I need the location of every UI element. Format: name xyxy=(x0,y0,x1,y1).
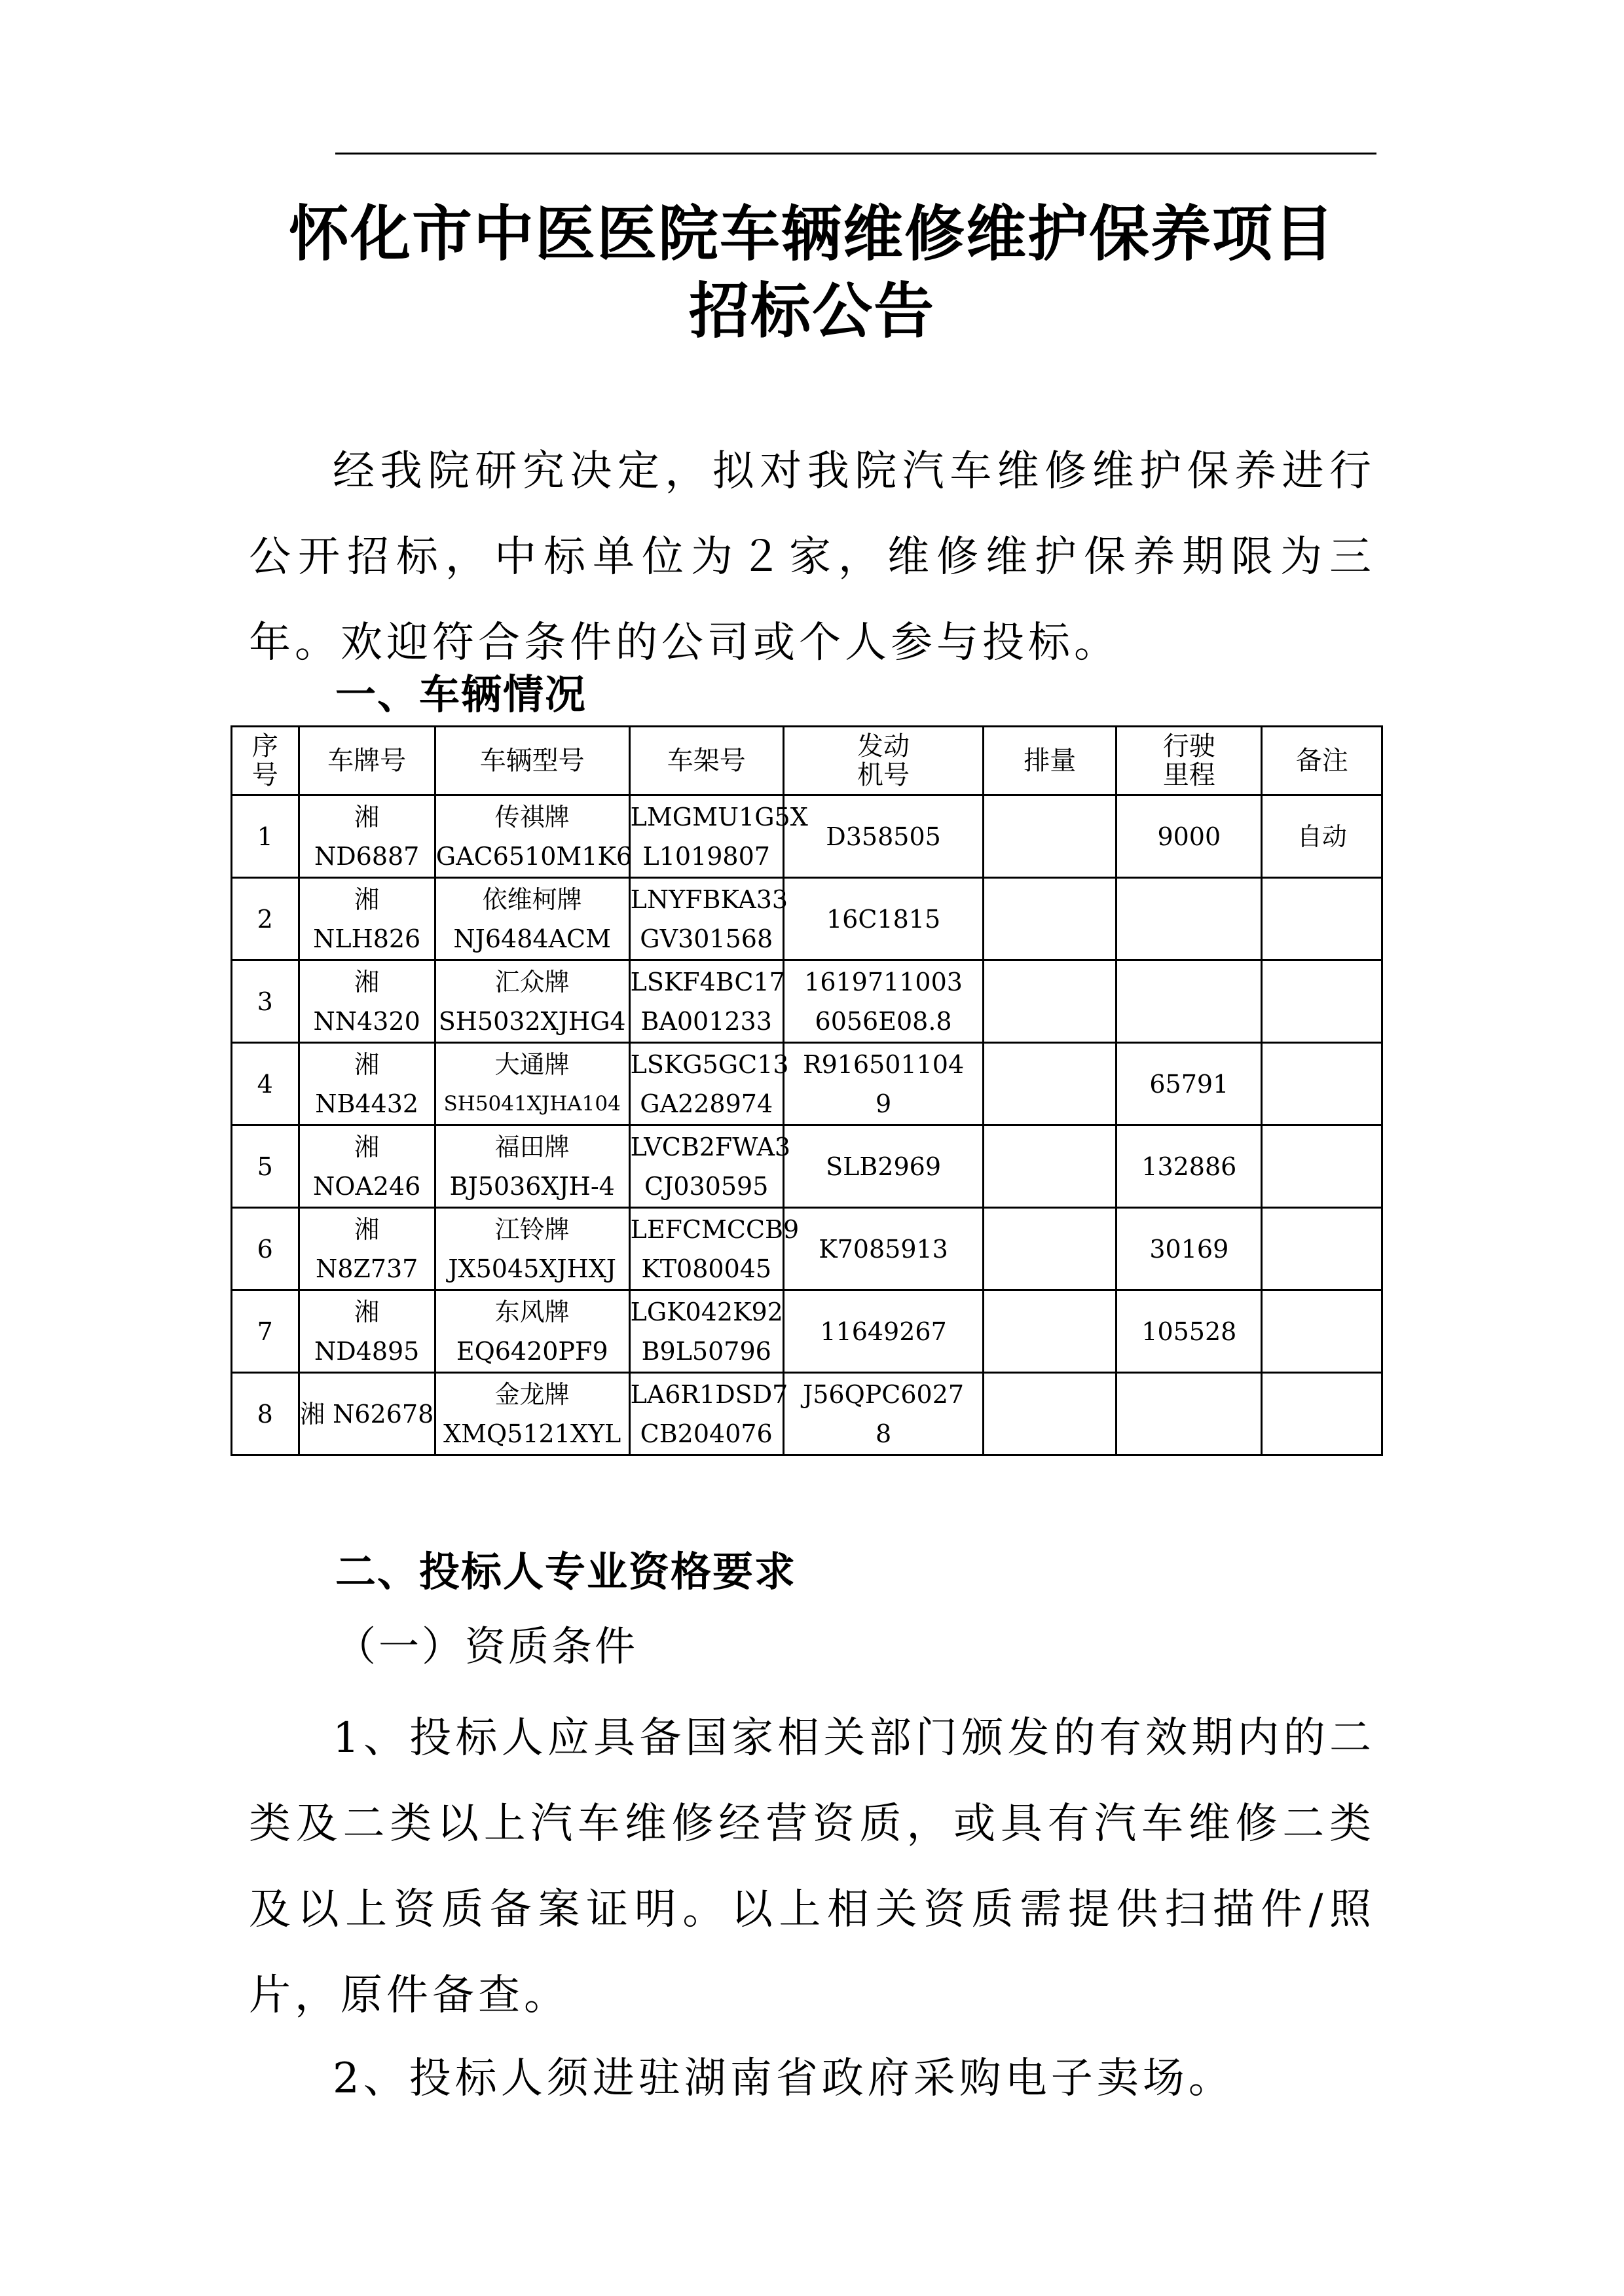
cell-note xyxy=(1262,1373,1382,1455)
header-seq: 序 号 xyxy=(232,727,299,795)
table-row xyxy=(232,795,1382,878)
cell-note xyxy=(1262,1290,1382,1373)
header-displacement: 排量 xyxy=(984,727,1116,795)
header-note: 备注 xyxy=(1262,727,1382,795)
section-heading-vehicles: 一、车辆情况 xyxy=(335,670,587,718)
cell-plate: 湘 ND6887 xyxy=(299,795,435,878)
cell-note: 自动 xyxy=(1262,795,1382,878)
cell-displacement xyxy=(984,1043,1116,1125)
cell-frame: LEFCMCCB9 KT080045 xyxy=(629,1208,783,1290)
cell-displacement xyxy=(984,960,1116,1043)
cell-plate: 湘 N8Z737 xyxy=(299,1208,435,1290)
cell-displacement xyxy=(984,795,1116,878)
table-row xyxy=(232,1290,1382,1373)
cell-note xyxy=(1262,960,1382,1043)
cell-frame: LSKF4BC17 BA001233 xyxy=(629,960,783,1043)
cell-displacement xyxy=(984,1208,1116,1290)
cell-seq: 3 xyxy=(232,960,299,1043)
cell-frame: LA6R1DSD7 CB204076 xyxy=(629,1373,783,1455)
cell-model: 依维柯牌 NJ6484ACM xyxy=(435,878,629,960)
header-engine: 发动 机号 xyxy=(783,727,983,795)
cell-displacement xyxy=(984,1125,1116,1208)
cell-mileage: 65791 xyxy=(1116,1043,1262,1125)
cell-model: 江铃牌 JX5045XJHXJ xyxy=(435,1208,629,1290)
table-row xyxy=(232,1373,1382,1455)
cell-plate: 湘 NB4432 xyxy=(299,1043,435,1125)
cell-seq: 7 xyxy=(232,1290,299,1373)
cell-model: 金龙牌 XMQ5121XYL xyxy=(435,1373,629,1455)
cell-note xyxy=(1262,1125,1382,1208)
cell-frame: LSKG5GC13 GA228974 xyxy=(629,1043,783,1125)
header-frame: 车架号 xyxy=(629,727,783,795)
cell-plate: 湘 NOA246 xyxy=(299,1125,435,1208)
cell-frame: LMGMU1G5X L1019807 xyxy=(629,795,783,878)
requirement-item-2: 2、投标人须进驻湖南省政府采购电子卖场。 xyxy=(333,2054,1234,2103)
cell-engine: R916501104 9 xyxy=(783,1043,983,1125)
cell-plate: 湘 NN4320 xyxy=(299,960,435,1043)
cell-model: 福田牌 BJ5036XJH-4 xyxy=(435,1125,629,1208)
header-model: 车辆型号 xyxy=(435,727,629,795)
cell-seq: 6 xyxy=(232,1208,299,1290)
cell-mileage: 105528 xyxy=(1116,1290,1262,1373)
cell-displacement xyxy=(984,1290,1116,1373)
requirement-item-1: 1、投标人应具备国家相关部门颁发的有效期内的二类及二类以上汽车维修经营资质，或具有汽车维修二类及以上资质备案证明。以上相关资质需提供扫描件/照片，原件备查。 xyxy=(249,1714,1375,2020)
cell-note xyxy=(1262,878,1382,960)
header-mileage: 行驶 里程 xyxy=(1116,727,1262,795)
cell-mileage xyxy=(1116,878,1262,960)
cell-seq: 5 xyxy=(232,1125,299,1208)
cell-mileage: 9000 xyxy=(1116,795,1262,878)
cell-seq: 2 xyxy=(232,878,299,960)
cell-engine: SLB2969 xyxy=(783,1125,983,1208)
cell-mileage xyxy=(1116,960,1262,1043)
table-row xyxy=(232,1208,1382,1290)
cell-model: 传祺牌 GAC6510M1K6 xyxy=(435,795,629,878)
cell-engine: K7085913 xyxy=(783,1208,983,1290)
cell-seq: 8 xyxy=(232,1373,299,1455)
cell-engine: D358505 xyxy=(783,795,983,878)
page-title-line1: 怀化市中医医院车辆维修维护保养项目 xyxy=(288,199,1335,269)
cell-plate: 湘 NLH826 xyxy=(299,878,435,960)
cell-engine: J56QPC6027 8 xyxy=(783,1373,983,1455)
section-heading-qualifications: 二、投标人专业资格要求 xyxy=(335,1548,797,1595)
cell-frame: LGK042K92 B9L50796 xyxy=(629,1290,783,1373)
cell-mileage xyxy=(1116,1373,1262,1455)
cell-mileage: 30169 xyxy=(1116,1208,1262,1290)
table-row xyxy=(232,878,1382,960)
cell-model: 东风牌 EQ6420PF9 xyxy=(435,1290,629,1373)
header-plate: 车牌号 xyxy=(299,727,435,795)
cell-note xyxy=(1262,1043,1382,1125)
cell-displacement xyxy=(984,878,1116,960)
subheading-qualification-conditions: （一）资质条件 xyxy=(335,1622,638,1670)
cell-model: 大通牌 SH5041XJHA104 xyxy=(435,1043,629,1125)
cell-model: 汇众牌 SH5032XJHG4 xyxy=(435,960,629,1043)
table-row xyxy=(232,1125,1382,1208)
cell-mileage: 132886 xyxy=(1116,1125,1262,1208)
intro-paragraph: 经我院研究决定，拟对我院汽车维修维护保养进行公开招标，中标单位为２家，维修维护保养期限为三年。欢迎符合条件的公司或个人参与投标。 xyxy=(249,447,1375,667)
table-row xyxy=(232,1043,1382,1125)
table-row xyxy=(232,960,1382,1043)
cell-engine: 16C1815 xyxy=(783,878,983,960)
cell-displacement xyxy=(984,1373,1116,1455)
cell-engine: 1619711003 6056E08.8 xyxy=(783,960,983,1043)
cell-seq: 4 xyxy=(232,1043,299,1125)
cell-seq: 1 xyxy=(232,795,299,878)
cell-frame: LNYFBKA33 GV301568 xyxy=(629,878,783,960)
table-header-row xyxy=(232,727,1382,795)
vehicle-table xyxy=(231,725,1383,1456)
cell-frame: LVCB2FWA3 CJ030595 xyxy=(629,1125,783,1208)
cell-plate: 湘 ND4895 xyxy=(299,1290,435,1373)
cell-plate: 湘 N62678 xyxy=(299,1373,435,1455)
cell-engine: 11649267 xyxy=(783,1290,983,1373)
cell-note xyxy=(1262,1208,1382,1290)
page-title-line2: 招标公告 xyxy=(688,276,935,346)
header-rule xyxy=(335,153,1376,155)
